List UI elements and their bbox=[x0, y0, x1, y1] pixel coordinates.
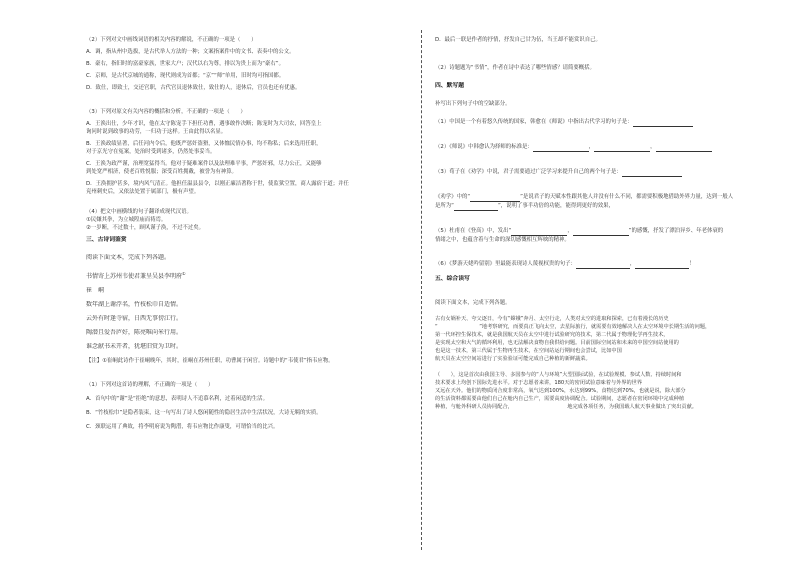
passage-line-11: 种植，与舱外科研人员协同配合， 地完成各项任务，为我国载人航天事业做出了突出贡献。 bbox=[435, 404, 697, 410]
q2-option-a: A．调，指从州中选拔，是古代举人方法的一种；文案指案件中的文书、表奏中的公文。 bbox=[86, 49, 295, 55]
poem-line-3: 陶潜且爱吾庐好，陈亮唯向米行用。 bbox=[86, 329, 183, 336]
answer-blank[interactable] bbox=[576, 260, 630, 269]
answer-blank[interactable] bbox=[533, 143, 589, 152]
answer-blank[interactable] bbox=[511, 227, 567, 236]
q1-option-a: A．首句中的“谢”是“拒绝”的意思，表明诗人不追慕名利，过着闲适的生活。 bbox=[86, 396, 268, 402]
q2-option-d: D．致仕，即致士，交还官职，古代官员退休致仕，致仕的人，退休后，官员也还有优惠。 bbox=[86, 85, 301, 91]
reading-intro: 阅读下面文本，完成下列各题。 bbox=[86, 254, 171, 261]
section-5-heading: 五、综合读写 bbox=[435, 276, 470, 282]
poem-line-4: 谁念献书未开者，犹堪旧赏为卫时。 bbox=[86, 343, 183, 350]
column-divider bbox=[421, 30, 422, 550]
fill-item-4-line2: 是所为“ ”，说明了事半功倍的功能，能得到更好的效果， bbox=[435, 203, 614, 209]
q4-sentence-1: ①民嫌其拳，为立城隍庙而祷焉。 bbox=[86, 217, 167, 223]
passage-line-7: （ ），这是首次由我国主导、多国参与的“人与环境”大型国际试验，在试验规模、参试人数、持续时间和 bbox=[435, 372, 682, 378]
q3-stem: （3）下列对原文有关内容的概括和分析，不正确的一项是（ ） bbox=[86, 109, 246, 115]
passage-line-3: 第一代环控生保技术，就是我国航天员在太空中进行试验研究的技术，第二代属于物理化学再生技术， bbox=[435, 332, 669, 338]
q3-option-c-line2: 到处宽严相济，使老百姓悦服；深受百姓拥戴，被誉为有神算。 bbox=[86, 169, 237, 175]
answer-blank[interactable] bbox=[470, 193, 520, 202]
passage-line-1: 古有女娲补天、夸父逐日，今有“嫦娥”奔月、太空行走，人类对太空的进取和探索，已有着漫长的历史 bbox=[435, 316, 669, 322]
q1-stem: （1）下列对这首诗的理解，不正确的一项是（ ） bbox=[86, 382, 214, 388]
q1-option-d: D．最后一联是作者的抒情，抒发自己甘为伍，当王却不能赏识自己。 bbox=[435, 37, 601, 43]
q3-option-d-line1: D．王涣拥护甚多，境内风气清正。他担任温县县令，以刚正廉洁著称于世，使监狱空置，商人露宿于道；并任 bbox=[86, 181, 349, 187]
passage-line-4: 是实现太空和大气的循环利用，也无法解决食物自我供给问题。目前国际空间站和未来的中国空间站使用的 bbox=[435, 340, 679, 346]
poem-line-2: 云外有时逢寺宿，日西无事傍江行。 bbox=[86, 315, 183, 322]
answer-blank[interactable] bbox=[635, 260, 689, 269]
section-4-heading: 四、默写题 bbox=[435, 83, 464, 89]
passage-line-5: 也是这一技术，第三代属于生物再生技术，在空间站运行期间也会尝试，比如中国 bbox=[435, 348, 622, 354]
fill-item-5-line2: 情绪之中，也蕴含着与生命的深切感慨相互辉映的精神。 bbox=[435, 237, 570, 243]
q3-option-d-line2: 兖州刺史后，又依法处置于属部门，极有声望。 bbox=[86, 189, 200, 195]
passage-line-2: “ ”地考察研究，而要真正飞向太空，去星际旅行，就需要有效地解决人在太空环境中长期生活的问题， bbox=[435, 324, 711, 330]
q3-option-b-line1: B．王涣政绩显著，后任河内令后，他既严惩奸盗猾，又体恤民情办事，均不称私；后来选用任职， bbox=[86, 141, 322, 147]
q2-stem: （2）下列对文中画线词语的相关内容的解说，不正确的一项是（ ） bbox=[86, 37, 257, 43]
poem-author: 崔 峒 bbox=[86, 287, 105, 294]
fill-item-2: （2）《师说》中韩愈认为择师的标准是： ， ， bbox=[435, 143, 767, 152]
left-column bbox=[86, 36, 410, 431]
passage-line-6: 航天员在太空空间站进行了实验验证可能完成自己种植的新鲜蔬菜。 bbox=[435, 356, 591, 362]
q3-option-a-line1: A．王涣出仕，少年才识，他在太守陈宠手下担任功曹，遇事敢作决断；陈宠时为大司农，回答皇上 bbox=[86, 121, 322, 127]
q3-option-c-line1: C．王涣为政严谨，治理宽猛得当。他对于疑难案件以及法理难平事，严惩奸邪，尽力公正，又能够 bbox=[86, 161, 322, 167]
passage-line-10: 的生活资料都需要由他们自己在舱内自己生产，需要高度协调配合。试验期间，志愿者在密闭环境中完成种植 bbox=[435, 396, 685, 402]
answer-blank[interactable] bbox=[454, 202, 498, 211]
q4-stem: （4）把文中画横线的句子翻译成现代汉语。 bbox=[86, 209, 192, 215]
poem-note: 【注】①崔峒此诗作于崔峒晚年，其时，崔峒在苏州任职，功曹属于闲官。诗题中的“韦使君”指韦应物。 bbox=[86, 358, 334, 364]
fill-item-4-line1: 《劝学》中的“ ”是说君子的天赋本性跟其他人并没有什么不同，都需要积极地借助外界力量，达到一般人 bbox=[435, 194, 734, 200]
q1-option-c: C．颈联运用了典故，将李明府说为陶潜，将韦应物比作康叟，可谓恰当的比兴。 bbox=[86, 424, 279, 430]
section-3-heading: 三、古诗词鉴赏 bbox=[86, 237, 127, 243]
answer-blank[interactable] bbox=[573, 227, 629, 236]
q3-option-a-line2: 询问时说到政事的功劳，一归功于这样。王由此得以名显。 bbox=[86, 129, 227, 135]
fill-item-3: （3）荀子在《劝学》中说，君子需要通过广泛学习来提升自己的两个句子是： bbox=[435, 168, 767, 177]
passage-line-8: 技术要求上均创下国际先进水平。对于志愿者来讲，180天的密闭试验意味着与外界的世界 bbox=[435, 380, 643, 386]
q4-sentence-2: ②一岁断，不过数十，顾风谨子涣，不过不过矣。 bbox=[86, 225, 205, 231]
fill-item-5-line1: （5）杜甫在《登高》中，发出“ ， ”的感慨，抒发了漂泊异乡、年老体衰的 bbox=[435, 228, 724, 234]
fill-intro: 补写出下列句子中的空缺部分。 bbox=[435, 101, 511, 107]
answer-blank[interactable] bbox=[594, 143, 650, 152]
q2-option-b: B．豪右，指旧时的富豪家族，世家大户；汉代以右为尊，排以为贵上而为“豪右”。 bbox=[86, 61, 284, 67]
answer-blank[interactable] bbox=[622, 168, 682, 177]
poem-title: 书情寄上苏州韦使君兼呈吴县李明府① bbox=[86, 271, 186, 280]
reading-intro-2: 阅读下面文本，完成下列各题。 bbox=[435, 300, 511, 306]
fill-item-6: （6）《梦游天姥吟留别》里最能表现诗人蔑视权贵的句子： ， ！ bbox=[435, 261, 695, 267]
q1-option-b: B．“竹枝松巾”是隐者装束，这一句写出了诗人悠闲随性的隐居生活中生活状况，大诗无羁的实质。 bbox=[86, 410, 322, 416]
fill-item-1: （1）中国是一个有着悠久传统的国家，韩愈在《师说》中指出古代学习的句子是： bbox=[435, 118, 767, 127]
poem-line-1: 数年湖上谢浮名，竹枝松巾自适情。 bbox=[86, 301, 183, 308]
q2-option-c: C．京师，是古代京城的通称，现代则成为首都；“京”“师”单用，旧时均可指国都。 bbox=[86, 73, 285, 79]
poem-footnote-mark: ① bbox=[182, 271, 186, 276]
passage-line-9: 又远在天外。他们的物质闭合度非常高，氧气达到100%，水达到99%，食物达到70%，也就是说，除大部分 bbox=[435, 388, 686, 394]
poem-q2-stem: （2）诗题题为“书情”，作者在诗中表达了哪些情感？请简要概括。 bbox=[435, 65, 595, 71]
right-column bbox=[435, 36, 767, 411]
answer-blank[interactable] bbox=[656, 143, 712, 152]
answer-blank[interactable] bbox=[633, 118, 693, 127]
q3-option-b-line2: 对于京光守在冤案，处治时受到诸多，仍然处事妥当。 bbox=[86, 149, 216, 155]
